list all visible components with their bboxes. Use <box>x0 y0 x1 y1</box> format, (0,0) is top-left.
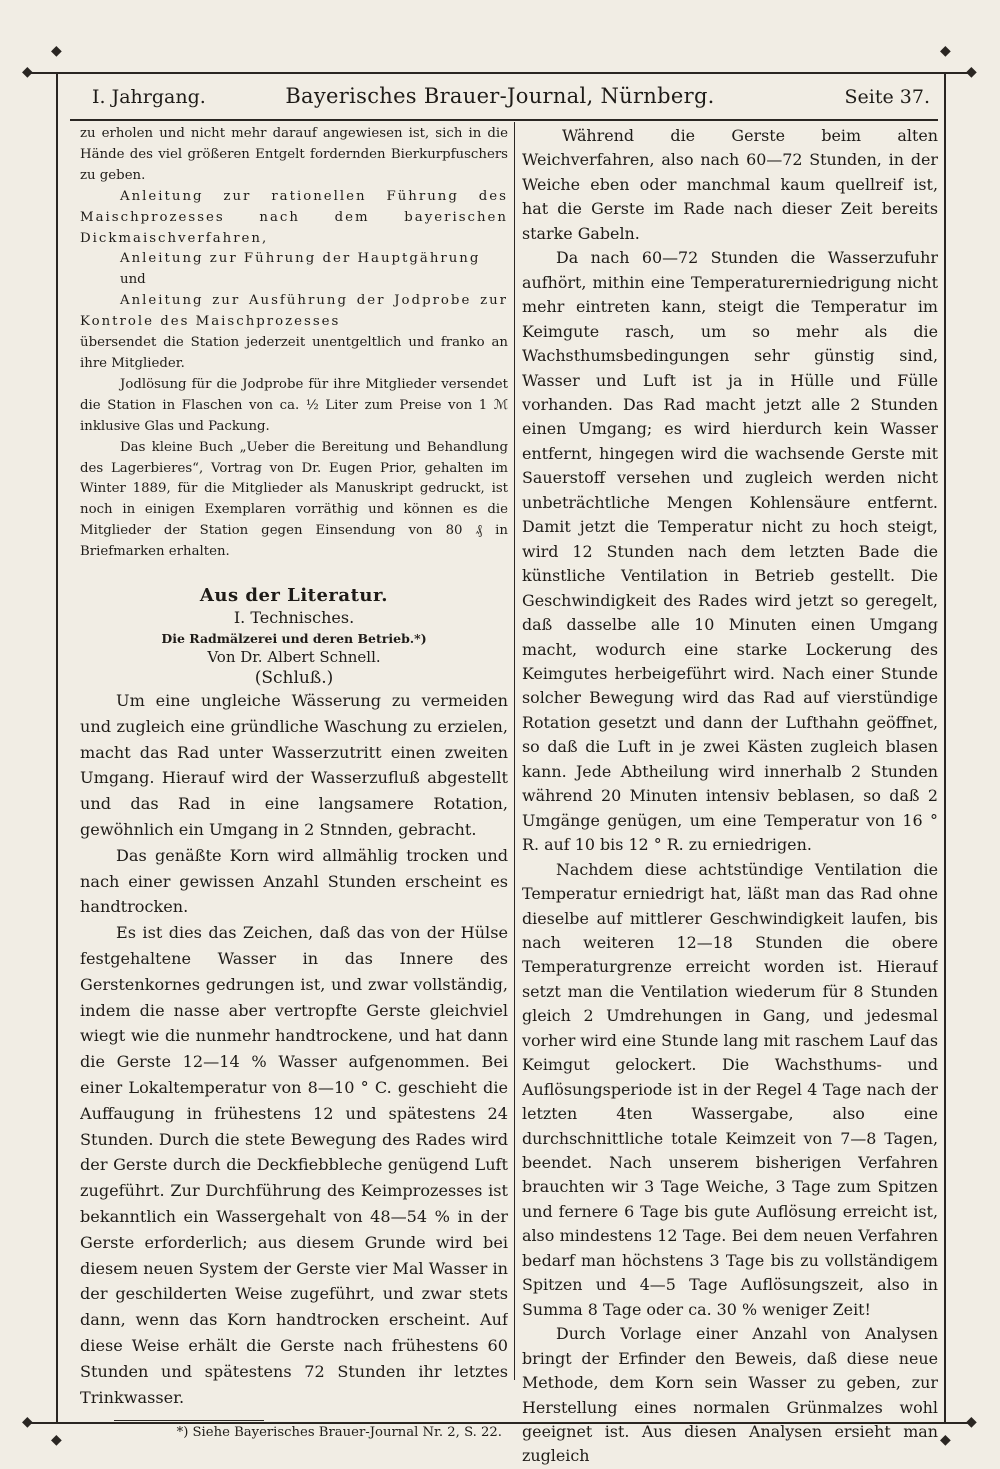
corner-ornament-icon: ◆ <box>22 64 33 80</box>
corner-ornament-icon: ◆ <box>51 1432 62 1448</box>
frame-rule-right <box>944 72 946 1422</box>
column-divider <box>514 122 515 1380</box>
journal-title: Bayerisches Brauer-Journal, Nürnberg. <box>285 84 715 108</box>
body-paragraph: Während die Gerste beim alten Weichverfahren, also nach 60—72 Stunden, in der Weiche eben oder manchmal kaum quellreif ist, hat die Gerste im Rade nach dieser Zeit bereits starke Gabeln. <box>522 126 938 243</box>
corner-ornament-icon: ◆ <box>940 1432 951 1448</box>
booklet-paragraph: Das kleine Buch „Ueber die Bereitung und Behandlung des Lagerbieres“, Vortrag von Dr. Eugen Prior, gehalten im Winter 1889, für die Mitglieder als Manuskript gedruckt, ist noch in einigen Exemplaren vorräthig und können es die Mitglieder der Station gegen Einsendung von 80 ₰ in Briefmarken erhalten. <box>80 439 508 560</box>
page-number: Seite 37. <box>844 86 930 108</box>
article-continuation: (Schluß.) <box>254 668 334 689</box>
body-paragraph: Da nach 60—72 Stunden die Wasserzufuhr aufhört, mithin eine Temperaturerniedrigung nicht mehr eintreten kann, steigt die Temperatur im Keimgute rasch, um so mehr als die Wachsthumsbedingungen sehr günstig sind, Wasser und Luft ist ja in Hülle und Fülle vorhanden. Das Rad macht jetzt alle 2 Stunden einen Umgang; es wird hierdurch kein Wasser entfernt, hingegen wird die wachsende Gerste mit Sauerstoff versehen und zugleich werden nicht unbeträchtliche Mengen Kohlensäure entfernt. Damit jetzt die Temperatur nicht zu hoch steigt, wird 12 Stunden nach dem letzten Bade die künstliche Ventilation in Betrieb gestellt. Die Geschwindigkeit des Rades wird jetzt so geregelt, daß dasselbe alle 10 Minuten einen Umgang macht, wodurch eine starke Lockerung des Keimgutes herbeigeführt wird. Nach einer Stunde solcher Bewegung wird das Rad auf vierstündige Rotation gesetzt und dann der Lufthahn geöffnet, so daß die Luft in je zwei Kästen zugleich blasen kann. Jede Abtheilung wird innerhalb 2 Stunden während 20 Minuten intensiv beblasen, so daß 2 Umgänge genügen, um eine Temperatur von 16 ° R. auf 10 bis 12 ° R. zu erniedrigen. <box>522 248 938 855</box>
article-body-left <box>80 688 508 1410</box>
body-paragraph: Es ist dies das Zeichen, daß das von der Hülse festgehaltene Wasser in das Innere des Gerstenkornes gedrungen ist, und zwar vollständig, indem die nasse aber vertropfte Gerste gleichviel wiegt wie die nunmehr handtrockene, und hat dann die Gerste 12—14 % Wasser aufgenommen. Bei einer Lokaltemperatur von 8—10 ° C. geschieht die Auffaugung in frühestens 12 und spätestens 24 Stunden. Durch die stete Bewegung des Rades wird der Gerste durch die Deckfiebbleche genügend Luft zugeführt. Zur Durchführung des Keimprozesses ist bekanntlich ein Wassergehalt von 48—54 % in der Gerste erforderlich; aus diesem Grunde wird bei diesem neuen System der Gerste vier Mal Wasser in der geschilderten Weise zugeführt, und zwar stets dann, wenn das Korn handtrocken erscheint. Auf diese Weise erhält die Gerste nach frühestens 60 Stunden und spätestens 72 Stunden ihr letztes Trinkwasser. <box>80 923 508 1407</box>
right-column <box>522 124 938 1469</box>
guide-item-2: Anleitung zur Führung der Hauptgährung <box>120 251 481 267</box>
running-head <box>70 82 930 116</box>
footnote-rule <box>114 1420 264 1421</box>
guide-item-3: Anleitung zur Ausführung der Jodprobe zur Kontrole des Maischprozesses <box>80 293 508 330</box>
frame-rule-left <box>56 72 58 1422</box>
corner-ornament-icon: ◆ <box>966 1414 977 1430</box>
header-rule <box>70 119 938 121</box>
intro-paragraph: zu erholen und nicht mehr darauf angewiesen ist, sich in die Hände des viel größeren Entgelt fordernden Bierkurpfuschers zu geben. <box>80 126 508 183</box>
body-paragraph: Um eine ungleiche Wässerung zu vermeiden und zugleich eine gründliche Waschung zu erzielen, macht das Rad unter Wasserzutritt einen zweiten Umgang. Hierauf wird der Wasserzufluß abgestellt und das Rad in eine langsamere Rotation, gewöhnlich ein Umgang in 2 Stnnden, gebracht. <box>80 691 508 840</box>
corner-ornament-icon: ◆ <box>51 43 62 59</box>
section-title: Aus der Literatur. <box>199 585 389 607</box>
footnote: *) Siehe Bayerisches Brauer-Journal Nr. 2, S. 22. <box>176 1425 502 1441</box>
article-author: Von Dr. Albert Schnell. <box>207 648 381 667</box>
left-column <box>80 124 508 1440</box>
corner-ornament-icon: ◆ <box>22 1414 33 1430</box>
body-paragraph: Das genäßte Korn wird allmählig trocken und nach einer gewissen Anzahl Stunden erscheint es handtrocken. <box>80 845 508 917</box>
article-title: Die Radmälzerei und deren Betrieb.*) <box>161 631 427 647</box>
guide-item-1: Anleitung zur rationellen Führung des Maischprozesses nach dem bayerischen Dickmaischverfahren, <box>80 188 508 246</box>
guide-send-paragraph: übersendet die Station jederzeit unentgeltlich und franko an ihre Mitglieder. <box>80 335 508 371</box>
iodine-paragraph: Jodlösung für die Jodprobe für ihre Mitglieder versendet die Station in Flaschen von ca. ½ Liter zum Preise von 1 ℳ inklusive Glas und Packung. <box>80 376 508 434</box>
body-paragraph: Nachdem diese achtstündige Ventilation die Temperatur erniedrigt hat, läßt man das Rad ohne dieselbe auf mittlerer Geschwindigkeit laufen, bis nach weiteren 12—18 Stunden die obere Temperaturgrenze erreicht worden ist. Hierauf setzt man die Ventilation wiederum für 8 Stunden gleich 2 Umdrehungen in Gang, und jedesmal vorher wird eine Stunde lang mit raschem Lauf das Keimgut gelockert. Die Wachsthums- und Auflösungsperiode ist in der Regel 4 Tage nach der letzten 4ten Wassergabe, also eine durchschnittliche totale Keimzeit von 7—8 Tagen, beendet. Nach unserem bisherigen Verfahren brauchten wir 3 Tage Weiche, 3 Tage zum Spitzen und fernere 6 Tage bis gute Auflösung erreicht ist, also mindestens 12 Tage. Bei dem neuen Verfahren bedarf man höchstens 3 Tage bis zu vollständigem Spitzen und 4—5 Tage Auflösungszeit, also in Summa 8 Tage oder ca. 30 % weniger Zeit! <box>522 859 938 1319</box>
volume-label: I. Jahrgang. <box>92 86 206 108</box>
corner-ornament-icon: ◆ <box>940 43 951 59</box>
corner-ornament-icon: ◆ <box>966 64 977 80</box>
section-subtitle: I. Technisches. <box>233 608 355 628</box>
body-paragraph: Durch Vorlage einer Anzahl von Analysen bringt der Erfinder den Beweis, daß diese neue Methode, dem Korn sein Wasser zu geben, zur Herstellung eines normalen Grünmalzes wohl geeignet ist. Aus diesen Analysen ersieht man zugleich <box>522 1324 938 1466</box>
frame-rule-top <box>28 72 972 74</box>
guide-and: und <box>120 272 146 288</box>
station-notice <box>80 124 508 563</box>
